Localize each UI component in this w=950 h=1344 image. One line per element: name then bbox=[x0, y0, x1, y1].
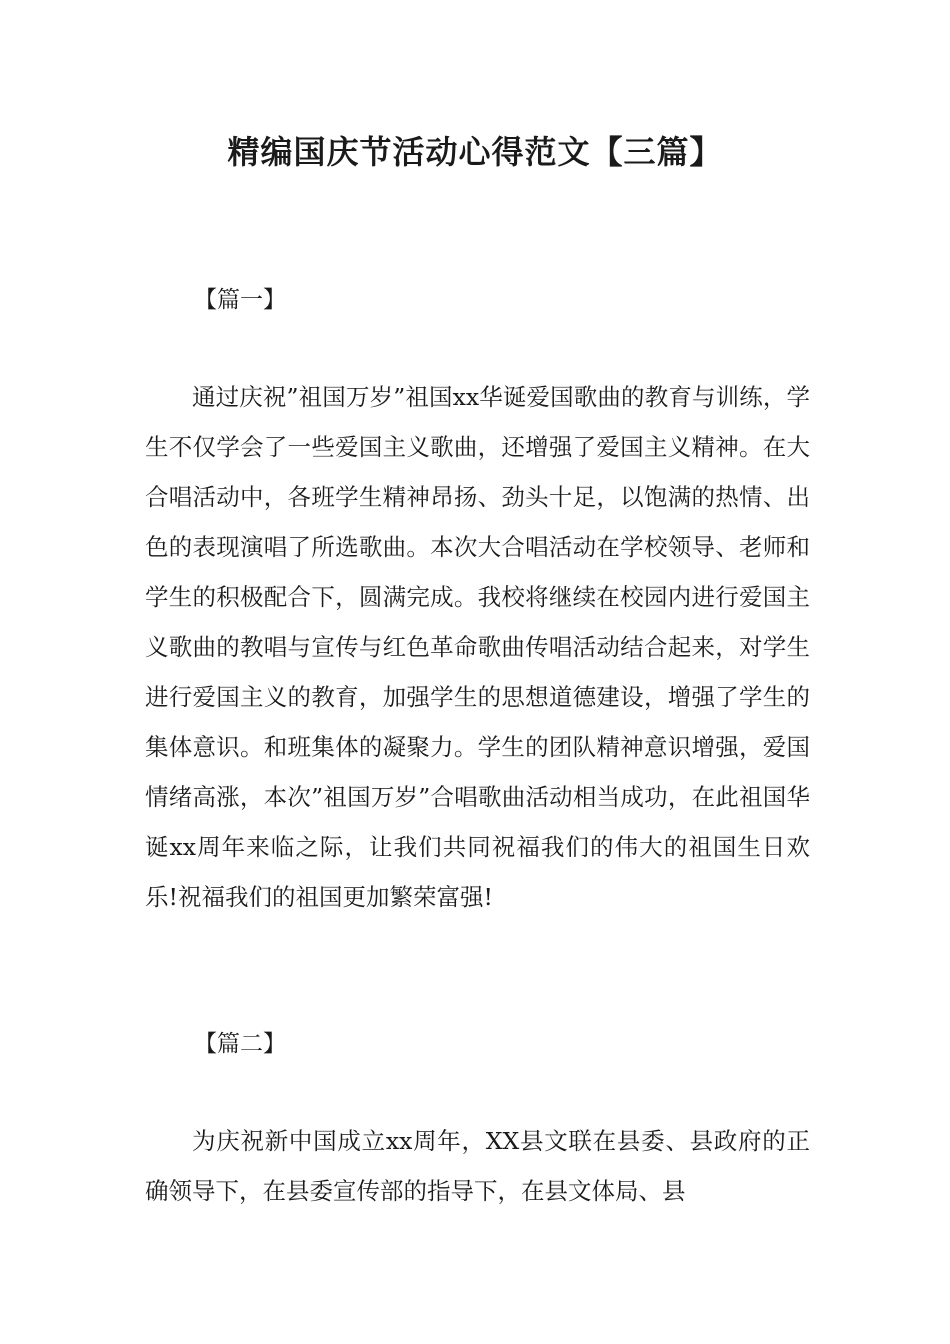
section-heading-2: 【篇二】 bbox=[194, 1031, 286, 1057]
section-paragraph-1: 通过庆祝”祖国万岁”祖国xx华诞爱国歌曲的教育与训练，学生不仅学会了一些爱国主义歌曲，还增强了爱国主义精神。在大合唱活动中，各班学生精神昂扬、劲头十足，以饱满的热情、出色的表现演唱了所选歌曲。本次大合唱活动在学校领导、老师和学生的积极配合下，圆满完成。我校将继续在校园内进行爱国主义歌曲的教唱与宣传与红色革命歌曲传唱活动结合起来，对学生进行爱国主义的教育，加强学生的思想道德建设，增强了学生的集体意识。和班集体的凝聚力。学生的团队精神意识增强，爱国情绪高涨，本次”祖国万岁”合唱歌曲活动相当成功，在此祖国华诞xx周年来临之际，让我们共同祝福我们的伟大的祖国生日欢乐!祝福我们的祖国更加繁荣富强! bbox=[145, 383, 810, 911]
section-paragraph-2: 为庆祝新中国成立xx周年，XX县文联在县委、县政府的正确领导下，在县委宣传部的指导下，在县文体局、县 bbox=[145, 1127, 810, 1205]
section-heading-1: 【篇一】 bbox=[194, 287, 286, 313]
document-title: 精编国庆节活动心得范文【三篇】 bbox=[227, 133, 723, 171]
